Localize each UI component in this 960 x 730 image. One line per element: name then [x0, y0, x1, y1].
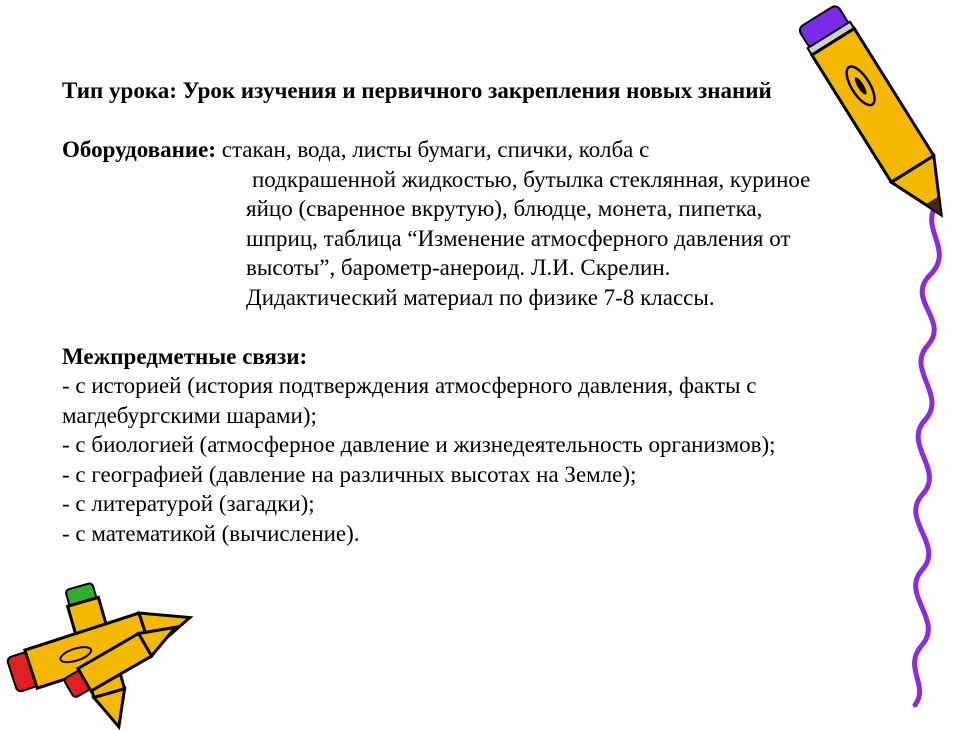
- interdisciplinary-item: - с биологией (атмосферное давление и жизнедеятельность организмов);: [62, 432, 776, 457]
- lesson-type-label: Тип урока:: [62, 78, 177, 103]
- crossed-pencils-icon: [0, 570, 200, 730]
- interdisciplinary-heading: [62, 342, 912, 372]
- equipment-line-2: подкрашенной жидкостью, бутылка стеклянная, куриное: [252, 166, 811, 192]
- interdisciplinary-item: - с историей (история подтверждения атмосферного давления, факты с: [62, 373, 757, 398]
- interdisciplinary-heading-text: Межпредметные связи:: [62, 343, 308, 369]
- equipment-line-1: [62, 135, 912, 165]
- interdisciplinary-item: - с математикой (вычисление).: [62, 520, 360, 546]
- interdisciplinary-item: - с географией (давление на различных высотах на Земле);: [62, 461, 637, 487]
- lesson-type-line: [62, 76, 912, 106]
- lesson-type-value: Урок изучения и первичного закрепления новых знаний: [182, 78, 772, 103]
- interdisciplinary-item: магдебургскими шарами);: [62, 402, 317, 428]
- equipment-label: Оборудование:: [62, 137, 216, 162]
- interdisciplinary-item: - с литературой (загадки);: [62, 491, 315, 516]
- lesson-content: [62, 76, 912, 548]
- equipment-text: стакан, вода, листы бумаги, спички, колба с: [221, 137, 650, 162]
- equipment-line-3: яйцо (сваренное вкрутую), блюдце, монета, пипетка,: [246, 196, 763, 221]
- equipment-line-4: шприц, таблица “Изменение атмосферного давления от: [246, 225, 791, 251]
- equipment-line-5: высоты”, барометр-анероид. Л.И. Скрелин.: [246, 255, 671, 280]
- equipment-line-6: Дидактический материал по физике 7-8 классы.: [246, 284, 715, 310]
